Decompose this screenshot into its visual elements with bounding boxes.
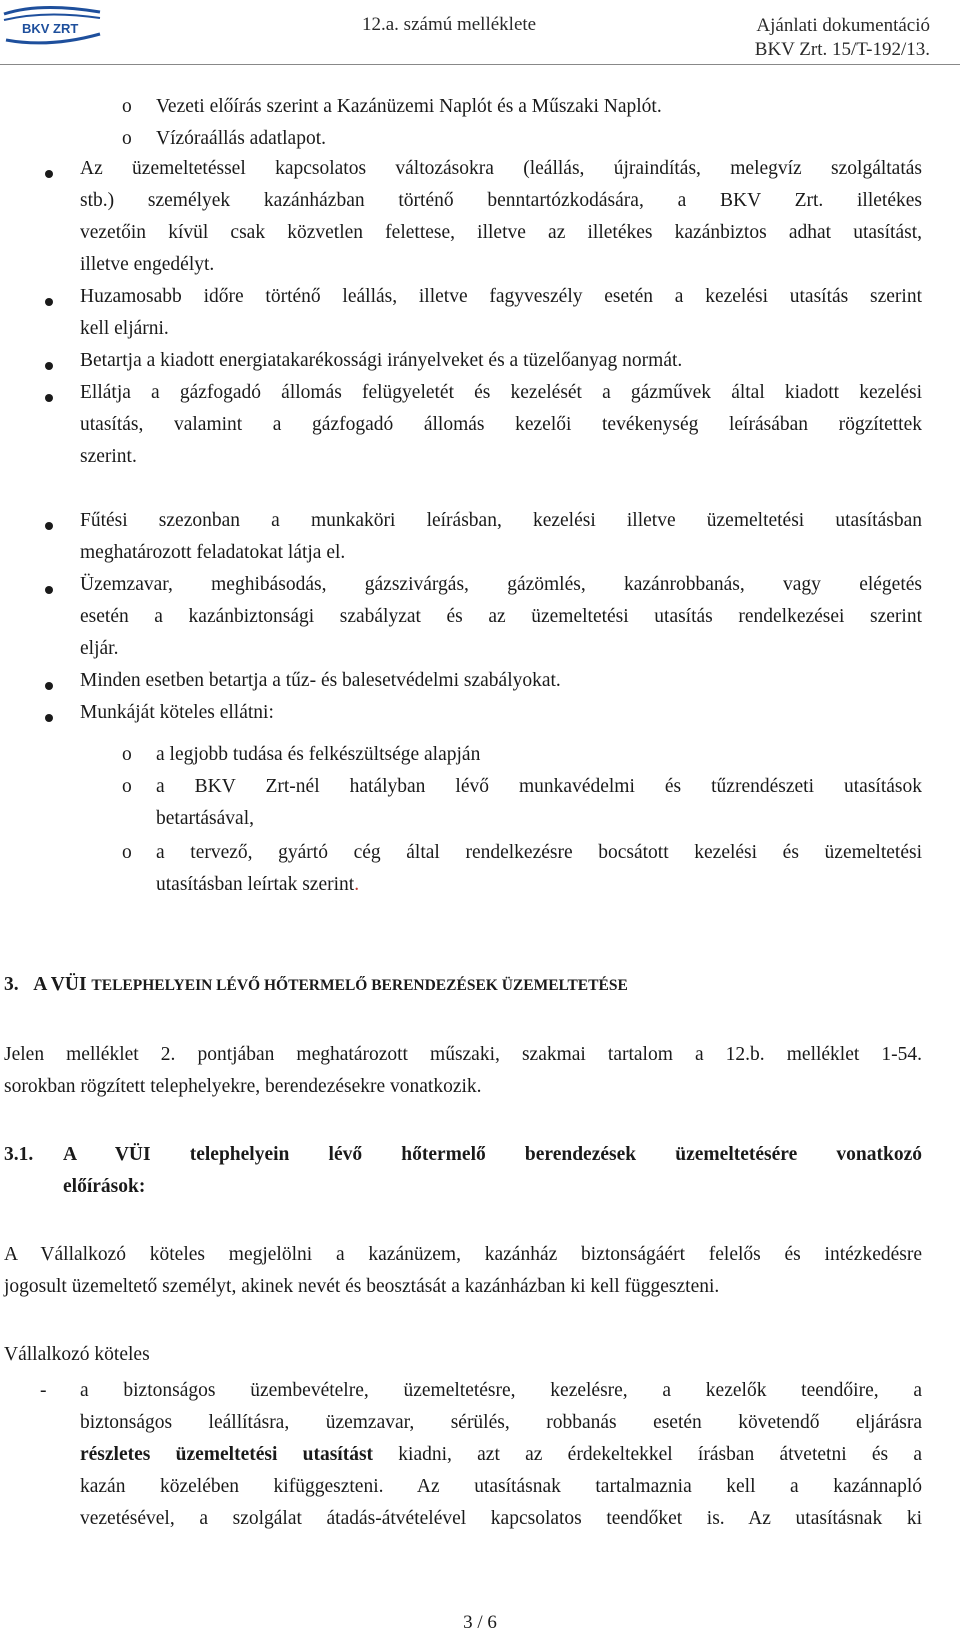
list-item-line: Betartja a kiadott energiatakarékossági irányelveket és a tüzelőanyag normát. xyxy=(80,350,683,371)
sub-item-text xyxy=(156,874,359,896)
dash-item-line: vezetésével, a szolgálat átadás-átvételével kapcsolatos teendőket is. Az utasításnak ki xyxy=(80,1508,922,1529)
section-3-1-intro: Vállalkozó köteles xyxy=(4,1344,150,1365)
page-number: 3 / 6 xyxy=(463,1612,497,1633)
list-item-line: szerint. xyxy=(80,446,137,467)
sub-bullet-marker: o xyxy=(122,744,132,765)
list-item-line: esetén a kazánbiztonsági szabályzat és az üzemeltetési utasítás rendelkezései szerint xyxy=(80,606,922,627)
header-doc-number: BKV Zrt. 15/T-192/13. xyxy=(754,39,930,60)
list-item-line: utasítás, valamint a gázfogadó állomás kezelői tevékenység leírásában rögzítettek xyxy=(80,414,922,435)
list-item-line: Az üzemeltetéssel kapcsolatos változásokra (leállás, újraindítás, melegvíz szolgáltatás xyxy=(80,158,922,179)
bullet-dot xyxy=(45,714,53,722)
section-3-paragraph-line: Jelen melléklet 2. pontjában meghatározott műszaki, szakmai tartalom a 12.b. melléklet 1-54. xyxy=(4,1044,922,1065)
logo-text: BKV ZRT xyxy=(22,21,79,36)
bullet-dot xyxy=(45,522,53,530)
section-title-rest: TELEPHELYEIN LÉVŐ HŐTERMELŐ BERENDEZÉSEK ÜZEMELTETÉSE xyxy=(91,977,628,994)
dash-item-line: a biztonságos üzembevételre, üzemeltetésre, kezelésre, a kezelők teendőire, a xyxy=(80,1380,922,1401)
sub-item-text: Vízóraállás adatlapot. xyxy=(156,128,327,149)
header-doc-ref xyxy=(755,14,930,62)
dash-item-line: biztonságos leállításra, üzemzavar, sérülés, robbanás esetén követendő eljárásra xyxy=(80,1412,922,1433)
red-period: . xyxy=(354,874,360,895)
sub-bullet-marker: o xyxy=(122,776,132,797)
list-item-line: meghatározott feladatokat látja el. xyxy=(80,542,346,563)
section-3-1-title-line: A VÜI telephelyein lévő hőtermelő berendezések üzemeltetésére vonatkozó xyxy=(63,1144,922,1165)
bold-phrase: részletes üzemeltetési utasítást xyxy=(80,1444,374,1465)
dash-item-line-rest: kiadni, azt az érdekeltekkel írásban átvetetni és a xyxy=(398,1444,923,1465)
sub-bullet-marker: o xyxy=(122,128,132,149)
section-3-1-paragraph-line: jogosult üzemeltető személyt, akinek nevét és beosztását a kazánházban ki kell függeszteni. xyxy=(4,1276,720,1297)
sub-item-text: Vezeti előírás szerint a Kazánüzemi Naplót és a Műszaki Naplót. xyxy=(156,96,662,117)
sub-bullet-marker: o xyxy=(122,96,132,117)
list-item-line: Fűtési szezonban a munkaköri leírásban, kezelési illetve üzemeltetési utasításban xyxy=(80,510,922,531)
list-item-line: Minden esetben betartja a tűz- és balesetvédelmi szabályokat. xyxy=(80,670,561,691)
dash-marker: - xyxy=(40,1380,47,1401)
sub-item-text-main: utasításban leírtak szerint xyxy=(156,874,355,895)
bullet-dot xyxy=(45,362,53,370)
section-title-lead: A VÜI xyxy=(33,974,87,995)
list-item-line: Huzamosabb időre történő leállás, illetve fagyveszély esetén a kezelési utasítás szerint xyxy=(80,286,922,307)
section-3-paragraph-line: sorokban rögzített telephelyekre, berendezésekre vonatkozik. xyxy=(4,1076,482,1097)
bullet-dot xyxy=(45,170,53,178)
header-divider xyxy=(0,64,960,65)
bullet-dot xyxy=(45,682,53,690)
section-3-1-paragraph-line: A Vállalkozó köteles megjelölni a kazánüzem, kazánház biztonságáért felelős és intézkedésre xyxy=(4,1244,922,1265)
list-item-line: vezetőin kívül csak közvetlen felettese, illetve az illetékes kazánbiztos adhat utasítást, xyxy=(80,222,922,243)
bkv-logo xyxy=(0,0,104,56)
list-item-line: illetve engedélyt. xyxy=(80,254,215,275)
dash-item-line xyxy=(80,1444,922,1466)
section-3-1-number: 3.1. xyxy=(4,1144,34,1165)
list-item-line: Ellátja a gázfogadó állomás felügyeletét és kezelését a gázművek által kiadott kezelési xyxy=(80,382,922,403)
section-3-1-title-line: előírások: xyxy=(63,1176,146,1197)
sub-item-text: a BKV Zrt-nél hatályban lévő munkavédelmi és tűzrendészeti utasítások xyxy=(156,776,922,797)
sub-item-text: betartásával, xyxy=(156,808,254,829)
bullet-dot xyxy=(45,586,53,594)
dash-item-line: kazán közelében kifüggeszteni. Az utasításnak tartalmaznia kell a kazánnapló xyxy=(80,1476,922,1497)
bullet-dot xyxy=(45,394,53,402)
sub-bullet-marker: o xyxy=(122,842,132,863)
section-3-heading xyxy=(4,974,628,996)
header-annex-title: 12.a. számú melléklete xyxy=(362,14,537,35)
bullet-dot xyxy=(45,298,53,306)
page-header xyxy=(0,0,960,64)
list-item-line: Üzemzavar, meghibásodás, gázszivárgás, gázömlés, kazánrobbanás, vagy elégetés xyxy=(80,574,922,595)
list-item-line: Munkáját köteles ellátni: xyxy=(80,702,274,723)
list-item-line: stb.) személyek kazánházban történő benntartózkodására, a BKV Zrt. illetékes xyxy=(80,190,922,211)
header-doc-title: Ajánlati dokumentáció xyxy=(756,15,930,36)
list-item-line: eljár. xyxy=(80,638,119,659)
sub-item-text: a legjobb tudása és felkészültsége alapján xyxy=(156,744,481,765)
section-number: 3. xyxy=(4,974,19,995)
list-item-line: kell eljárni. xyxy=(80,318,169,339)
sub-item-text: a tervező, gyártó cég által rendelkezésre bocsátott kezelési és üzemeltetési xyxy=(156,842,922,863)
